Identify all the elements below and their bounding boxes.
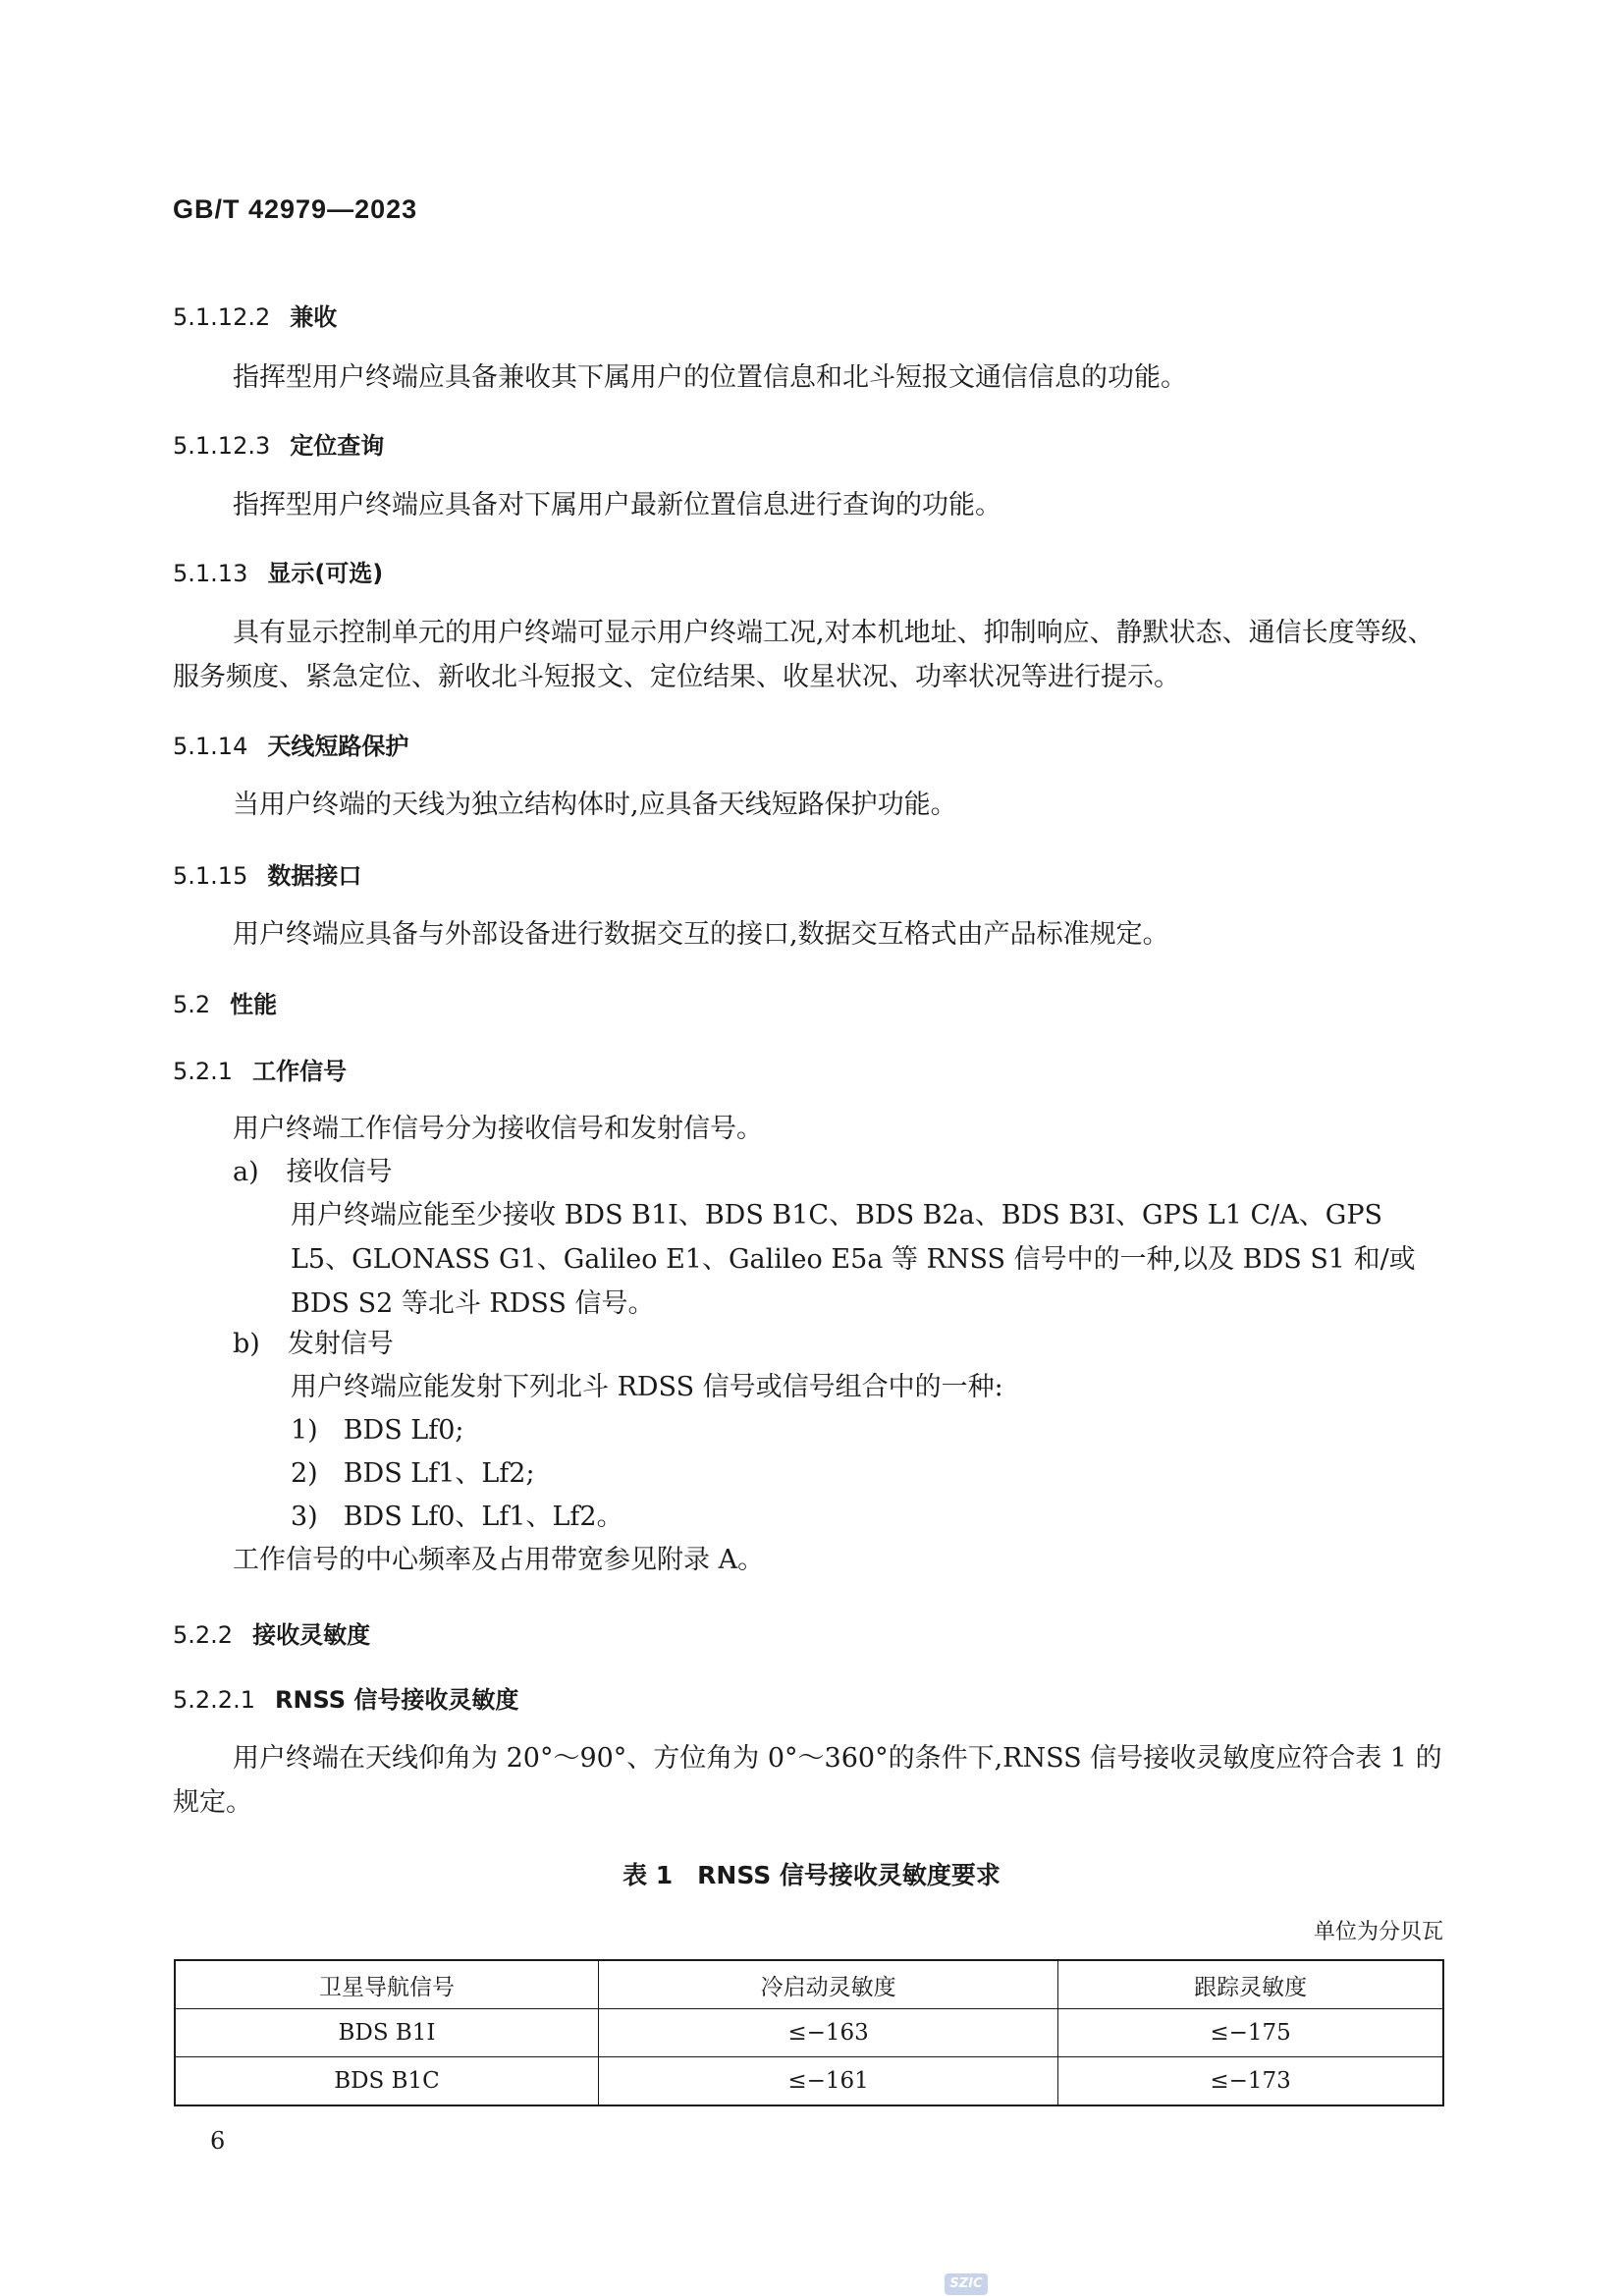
table-cell: ≤−161 xyxy=(599,2057,1058,2106)
paragraph: 工作信号的中心频率及占用带宽参见附录 A。 xyxy=(233,1545,765,1575)
section-title: 定位查询 xyxy=(290,432,385,460)
table-row xyxy=(175,2009,1443,2057)
section-title: 显示(可选) xyxy=(267,560,384,587)
section-number: 5.2.2 xyxy=(173,1621,234,1649)
paragraph: 指挥型用户终端应具备兼收其下属用户的位置信息和北斗短报文通信信息的功能。 xyxy=(233,362,1187,393)
section-heading xyxy=(173,1680,518,1715)
list-title: 接收信号 xyxy=(286,1157,393,1187)
section-title: 兼收 xyxy=(290,303,338,331)
list-title: 发射信号 xyxy=(287,1329,394,1359)
table-cell: ≤−175 xyxy=(1058,2009,1443,2057)
section-heading xyxy=(173,985,277,1019)
table-caption: 表 1 RNSS 信号接收灵敏度要求 xyxy=(622,1861,1001,1889)
sub-list-text: BDS Lf0、Lf1、Lf2。 xyxy=(343,1502,623,1532)
paragraph: 用户终端在天线仰角为 20°～90°、方位角为 0°～360°的条件下,RNSS 信号接收灵敏度应符合表 1 的规定。 xyxy=(173,1743,1442,1818)
section-number: 5.2.1 xyxy=(173,1058,234,1085)
section-number: 5.1.14 xyxy=(173,733,248,760)
section-number: 5.1.13 xyxy=(173,560,248,587)
section-heading xyxy=(173,426,384,461)
column-header: 卫星导航信号 xyxy=(175,1960,599,2009)
table-cell: BDS B1I xyxy=(175,2009,599,2057)
list-item-a xyxy=(233,1150,393,1194)
paragraph: 指挥型用户终端应具备对下属用户最新位置信息进行查询的功能。 xyxy=(233,490,1001,520)
list-label: b) xyxy=(233,1329,260,1359)
paragraph: 当用户终端的天线为独立结构体时,应具备天线短路保护功能。 xyxy=(233,790,957,820)
watermark-logo: SZIC xyxy=(945,2273,988,2295)
section-title: 数据接口 xyxy=(267,862,362,890)
paragraph: 用户终端应能至少接收 BDS B1I、BDS B1C、BDS B2a、BDS B3I、GPS L1 C/A、GPS L5、GLONASS G1、Galileo E1、Galileo E5a 等 RNSS 信号中的一种,以及 BDS S1 和/或 BDS S2 等北斗 RDSS 信号。 xyxy=(291,1200,1416,1319)
section-number: 5.1.12.3 xyxy=(173,432,271,460)
sub-list-label: 1) xyxy=(291,1415,318,1446)
sub-list-item xyxy=(291,1408,463,1452)
table-cell: ≤−163 xyxy=(599,2009,1058,2057)
sub-list-item xyxy=(291,1451,535,1496)
section-number: 5.1.15 xyxy=(173,862,248,890)
section-number: 5.1.12.2 xyxy=(173,303,271,331)
section-title: 性能 xyxy=(230,991,278,1018)
sensitivity-table xyxy=(174,1959,1444,2106)
section-heading xyxy=(173,856,361,891)
column-header: 冷启动灵敏度 xyxy=(599,1960,1058,2009)
table-cell: ≤−173 xyxy=(1058,2057,1443,2106)
paragraph: 用户终端应具备与外部设备进行数据交互的接口,数据交互格式由产品标准规定。 xyxy=(233,919,1169,950)
section-title: 工作信号 xyxy=(252,1058,348,1085)
sub-list-text: BDS Lf1、Lf2; xyxy=(343,1458,535,1489)
section-heading xyxy=(173,1052,347,1086)
sub-list-label: 2) xyxy=(291,1458,318,1489)
paragraph: 用户终端工作信号分为接收信号和发射信号。 xyxy=(233,1114,763,1144)
standard-number: GB/T 42979—2023 xyxy=(173,194,418,224)
section-number: 5.2 xyxy=(173,991,211,1018)
list-item-b xyxy=(233,1322,394,1366)
list-label: a) xyxy=(233,1157,259,1187)
sub-list-label: 3) xyxy=(291,1502,318,1532)
table-row xyxy=(175,2057,1443,2106)
paragraph: 具有显示控制单元的用户终端可显示用户终端工况,对本机地址、抑制响应、静默状态、通信长度等级、服务频度、紧急定位、新收北斗短报文、定位结果、收星状况、功率状况等进行提示。 xyxy=(173,618,1434,692)
section-title: 天线短路保护 xyxy=(267,733,409,760)
section-title: 接收灵敏度 xyxy=(252,1621,371,1649)
paragraph: 用户终端应能发射下列北斗 RDSS 信号或信号组合中的一种: xyxy=(291,1372,1003,1402)
section-heading xyxy=(173,727,408,761)
section-heading xyxy=(173,554,383,588)
table-cell: BDS B1C xyxy=(175,2057,599,2106)
section-heading xyxy=(173,1615,370,1650)
section-number: 5.2.2.1 xyxy=(173,1686,255,1714)
column-header: 跟踪灵敏度 xyxy=(1058,1960,1443,2009)
table-unit: 单位为分贝瓦 xyxy=(1313,1920,1443,1944)
table-header-row xyxy=(175,1960,1443,2009)
section-title: RNSS 信号接收灵敏度 xyxy=(274,1686,519,1714)
sub-list-text: BDS Lf0; xyxy=(343,1415,464,1446)
page-number: 6 xyxy=(210,2127,226,2155)
section-heading xyxy=(173,298,337,332)
sub-list-item xyxy=(291,1495,623,1539)
